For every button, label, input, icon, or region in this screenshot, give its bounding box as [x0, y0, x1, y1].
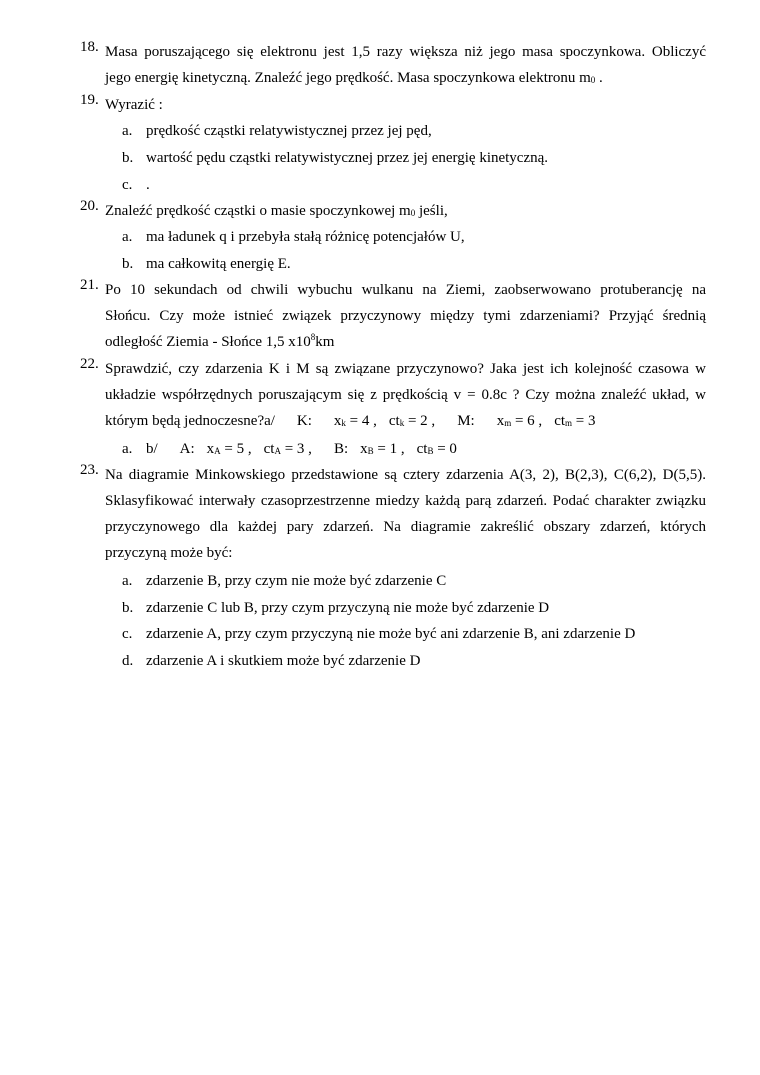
- event-label: B:: [333, 441, 349, 457]
- variable: x: [333, 413, 342, 429]
- problem-19: [80, 92, 706, 118]
- item-text: ma całkowitą energię E.: [146, 256, 291, 272]
- problem-number: 22.: [80, 356, 99, 372]
- text-run: km: [315, 334, 335, 350]
- list-item: [122, 621, 635, 647]
- item-label: a.: [122, 229, 133, 245]
- item-text: .: [146, 177, 150, 193]
- text-line: Słońcu. Czy może istnieć związek przyczynowy między tymi zdarzeniami? Przyjąć średnią: [105, 308, 706, 324]
- problem-number: 21.: [80, 277, 99, 293]
- variable: ct: [263, 441, 275, 457]
- problem-number: 20.: [80, 198, 99, 214]
- problem-20: [80, 198, 706, 224]
- text-run: jego energię kinetyczną. Znaleźć jego prędkość. Masa spoczynkowa elektronu m: [105, 70, 591, 86]
- item-text: zdarzenie C lub B, przy czym przyczyną nie może być zdarzenie D: [146, 600, 550, 616]
- text-line: układzie współrzędnych poruszającym się z prędkością v = 0.8c ? Czy można znaleźć układ, w: [105, 387, 706, 403]
- text-run: którym będą jednoczesne?a/: [105, 413, 275, 429]
- value: = 2 ,: [404, 413, 436, 429]
- event-label: A:: [179, 441, 195, 457]
- item-label: a.: [122, 441, 133, 457]
- item-label: b.: [122, 256, 134, 272]
- problem-23: [80, 462, 706, 566]
- item-label: a.: [122, 573, 133, 589]
- subscript: A: [214, 446, 221, 456]
- variable: x: [360, 441, 368, 457]
- item-label: c.: [122, 626, 133, 642]
- problem-text: [105, 39, 706, 91]
- list-item: [122, 436, 457, 462]
- text-line: Na diagramie Minkowskiego przedstawione są cztery zdarzenia A(3, 2), B(2,3), C(6,2), D(5,5).: [105, 467, 706, 483]
- list-item: [122, 251, 291, 277]
- problem-text: [105, 462, 706, 566]
- text-run: Znaleźć prędkość cząstki o masie spoczynkowej m: [105, 203, 411, 219]
- problem-number: 23.: [80, 462, 99, 478]
- text-run: jeśli,: [415, 203, 448, 219]
- text-line: [105, 65, 706, 91]
- problem-text: [105, 92, 706, 118]
- value: = 1 ,: [373, 441, 405, 457]
- subscript: k: [399, 418, 405, 428]
- item-text: zdarzenie A, przy czym przyczyną nie może być ani zdarzenie B, ani zdarzenie D: [146, 626, 636, 642]
- item-text: b/: [146, 441, 158, 457]
- problem-text: [105, 356, 706, 434]
- problem-text: [105, 198, 706, 224]
- item-label: d.: [122, 653, 134, 669]
- item-label: b.: [122, 600, 134, 616]
- text-line: Masa poruszającego się elektronu jest 1,5 razy większa niż jego masa spoczynkowa. Obliczyć: [105, 44, 706, 60]
- problem-number: 18.: [80, 39, 99, 55]
- item-label: b.: [122, 150, 134, 166]
- value: = 0: [433, 441, 457, 457]
- subscript: 0: [410, 208, 416, 218]
- variable: x: [206, 441, 215, 457]
- list-item: [122, 224, 465, 250]
- list-item: [122, 172, 150, 198]
- value: = 3: [572, 413, 596, 429]
- value: = 6 ,: [511, 413, 543, 429]
- item-label: c.: [122, 177, 133, 193]
- superscript: 8: [310, 332, 316, 342]
- value: = 3 ,: [280, 441, 312, 457]
- subscript: B: [427, 446, 434, 456]
- variable: ct: [554, 413, 566, 429]
- list-item: [122, 145, 548, 171]
- value: = 5 ,: [220, 441, 252, 457]
- problem-22: [80, 356, 706, 434]
- text-line: Wyrazić :: [105, 97, 163, 113]
- item-text: ma ładunek q i przebyła stałą różnicę potencjałów U,: [146, 229, 465, 245]
- variable: ct: [388, 413, 400, 429]
- subscript: m: [565, 418, 573, 428]
- subscript: k: [341, 418, 346, 428]
- text-line: [105, 198, 706, 224]
- list-item: [122, 118, 432, 144]
- text-line: przyczynowego dla każdej pary zdarzeń. Na diagramie zakreślić obszary zdarzeń, których: [105, 519, 706, 535]
- text-line: [105, 329, 706, 355]
- value: = 4 ,: [345, 413, 377, 429]
- problem-number: 19.: [80, 92, 99, 108]
- event-label: M:: [457, 413, 475, 429]
- text-line: Sprawdzić, czy zdarzenia K i M są związane przyczynowo? Jaka jest ich kolejność czasowa w: [105, 361, 706, 377]
- item-text: wartość pędu cząstki relatywistycznej przez jej energię kinetyczną.: [146, 150, 549, 166]
- event-label: K:: [296, 413, 312, 429]
- item-text: zdarzenie B, przy czym nie może być zdarzenie C: [146, 573, 447, 589]
- text-run: .: [595, 70, 603, 86]
- subscript: m: [504, 418, 512, 428]
- subscript: A: [274, 446, 281, 456]
- text-line: Sklasyfikować interwały czasoprzestrzenne miedzy każdą parą zdarzeń. Podać charakter związku: [105, 493, 706, 509]
- problem-21: [80, 277, 706, 355]
- text-line: Po 10 sekundach od chwili wybuchu wulkanu na Ziemi, zaobserwowano protuberancję na: [105, 282, 706, 298]
- item-text: prędkość cząstki relatywistycznej przez jej pęd,: [146, 123, 432, 139]
- list-item: [122, 595, 549, 621]
- text-line: przyczyną może być:: [105, 545, 233, 561]
- problem-text: [105, 277, 706, 355]
- list-item: [122, 648, 420, 674]
- item-label: a.: [122, 123, 133, 139]
- problem-18: [80, 39, 706, 91]
- subscript: 0: [590, 75, 596, 85]
- variable: x: [496, 413, 505, 429]
- subscript: B: [367, 446, 374, 456]
- variable: ct: [416, 441, 428, 457]
- item-text: zdarzenie A i skutkiem może być zdarzenie D: [146, 653, 421, 669]
- text-line: [105, 408, 706, 434]
- text-run: odległość Ziemia - Słońce 1,5 x10: [105, 334, 311, 350]
- list-item: [122, 568, 446, 594]
